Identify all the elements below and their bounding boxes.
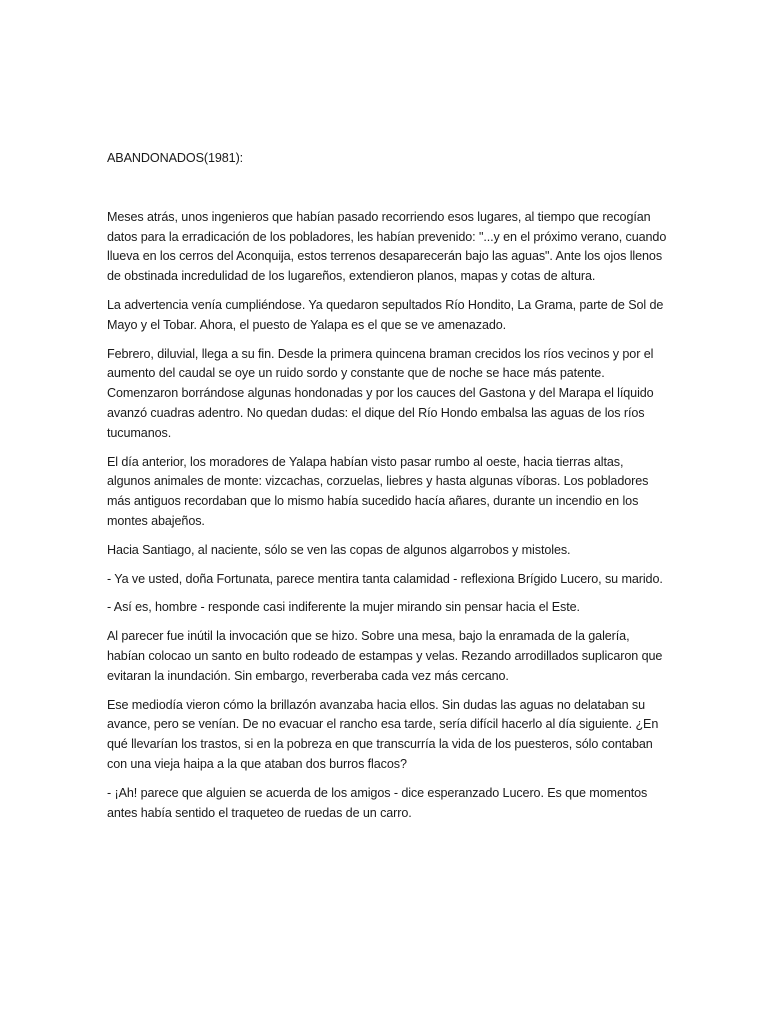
paragraph: La advertencia venía cumpliéndose. Ya quedaron sepultados Río Hondito, La Grama, parte de Sol de Mayo y el Tobar. Ahora, el puesto de Yalapa es el que se ve amenazado. bbox=[107, 297, 664, 332]
document-body bbox=[107, 149, 667, 832]
paragraph: - Así es, hombre - responde casi indiferente la mujer mirando sin pensar hacia el Este. bbox=[107, 600, 580, 615]
paragraph: - Ya ve usted, doña Fortunata, parece mentira tanta calamidad - reflexiona Brígido Lucero, su marido. bbox=[107, 571, 663, 586]
paragraph: Al parecer fue inútil la invocación que se hizo. Sobre una mesa, bajo la enramada de la galería, habían colocao un santo en bulto rodeado de estampas y velas. Rezando arrodillados suplicaron que evitaran la inundación. Sin embargo, reverberaba cada vez más cercano. bbox=[107, 629, 663, 683]
paragraph: - ¡Ah! parece que alguien se acuerda de los amigos - dice esperanzado Lucero. Es que momentos antes había sentido el traqueteo de ruedas de un carro. bbox=[107, 785, 648, 820]
paragraph: Hacia Santiago, al naciente, sólo se ven las copas de algunos algarrobos y mistoles. bbox=[107, 542, 571, 557]
document-title: ABANDONADOS(1981): bbox=[107, 151, 244, 165]
paragraph: Febrero, diluvial, llega a su fin. Desde la primera quincena braman crecidos los ríos vecinos y por el aumento del caudal se oye un ruido sordo y constante que de noche se hace más patente. Comenzaron borrándose algunas hondonadas y por los cauces del Gastona y del Marapa el líquido avanzó cuadras adentro. No quedan dudas: el dique del Río Hondo embalsa las aguas de los ríos tucumanos. bbox=[107, 346, 654, 440]
paragraph: Ese mediodía vieron cómo la brillazón avanzaba hacia ellos. Sin dudas las aguas no delataban su avance, pero se venían. De no evacuar el rancho esa tarde, sería difícil hacerlo al día siguiente. ¿En qué llevarían los trastos, si en la pobreza en que transcurría la vida de los puesteros, sólo contaban con una vieja haipa a la que ataban dos burros flacos? bbox=[107, 697, 659, 771]
paragraph: El día anterior, los moradores de Yalapa habían visto pasar rumbo al oeste, hacia tierras altas, algunos animales de monte: vizcachas, corzuelas, liebres y hasta algunas víboras. Los pobladores más antiguos recordaban que lo mismo había sucedido hacía añares, durante un incendio en los montes abajeños. bbox=[107, 454, 649, 528]
paragraph: Meses atrás, unos ingenieros que habían pasado recorriendo esos lugares, al tiempo que recogían datos para la erradicación de los pobladores, les habían prevenido: "...y en el próximo verano, cuando llueva en los cerros del Aconquija, estos terrenos desaparecerán bajo las aguas". Ante los ojos llenos de obstinada incredulidad de los lugareños, extendieron planos, mapas y cotas de altura. bbox=[107, 209, 667, 284]
